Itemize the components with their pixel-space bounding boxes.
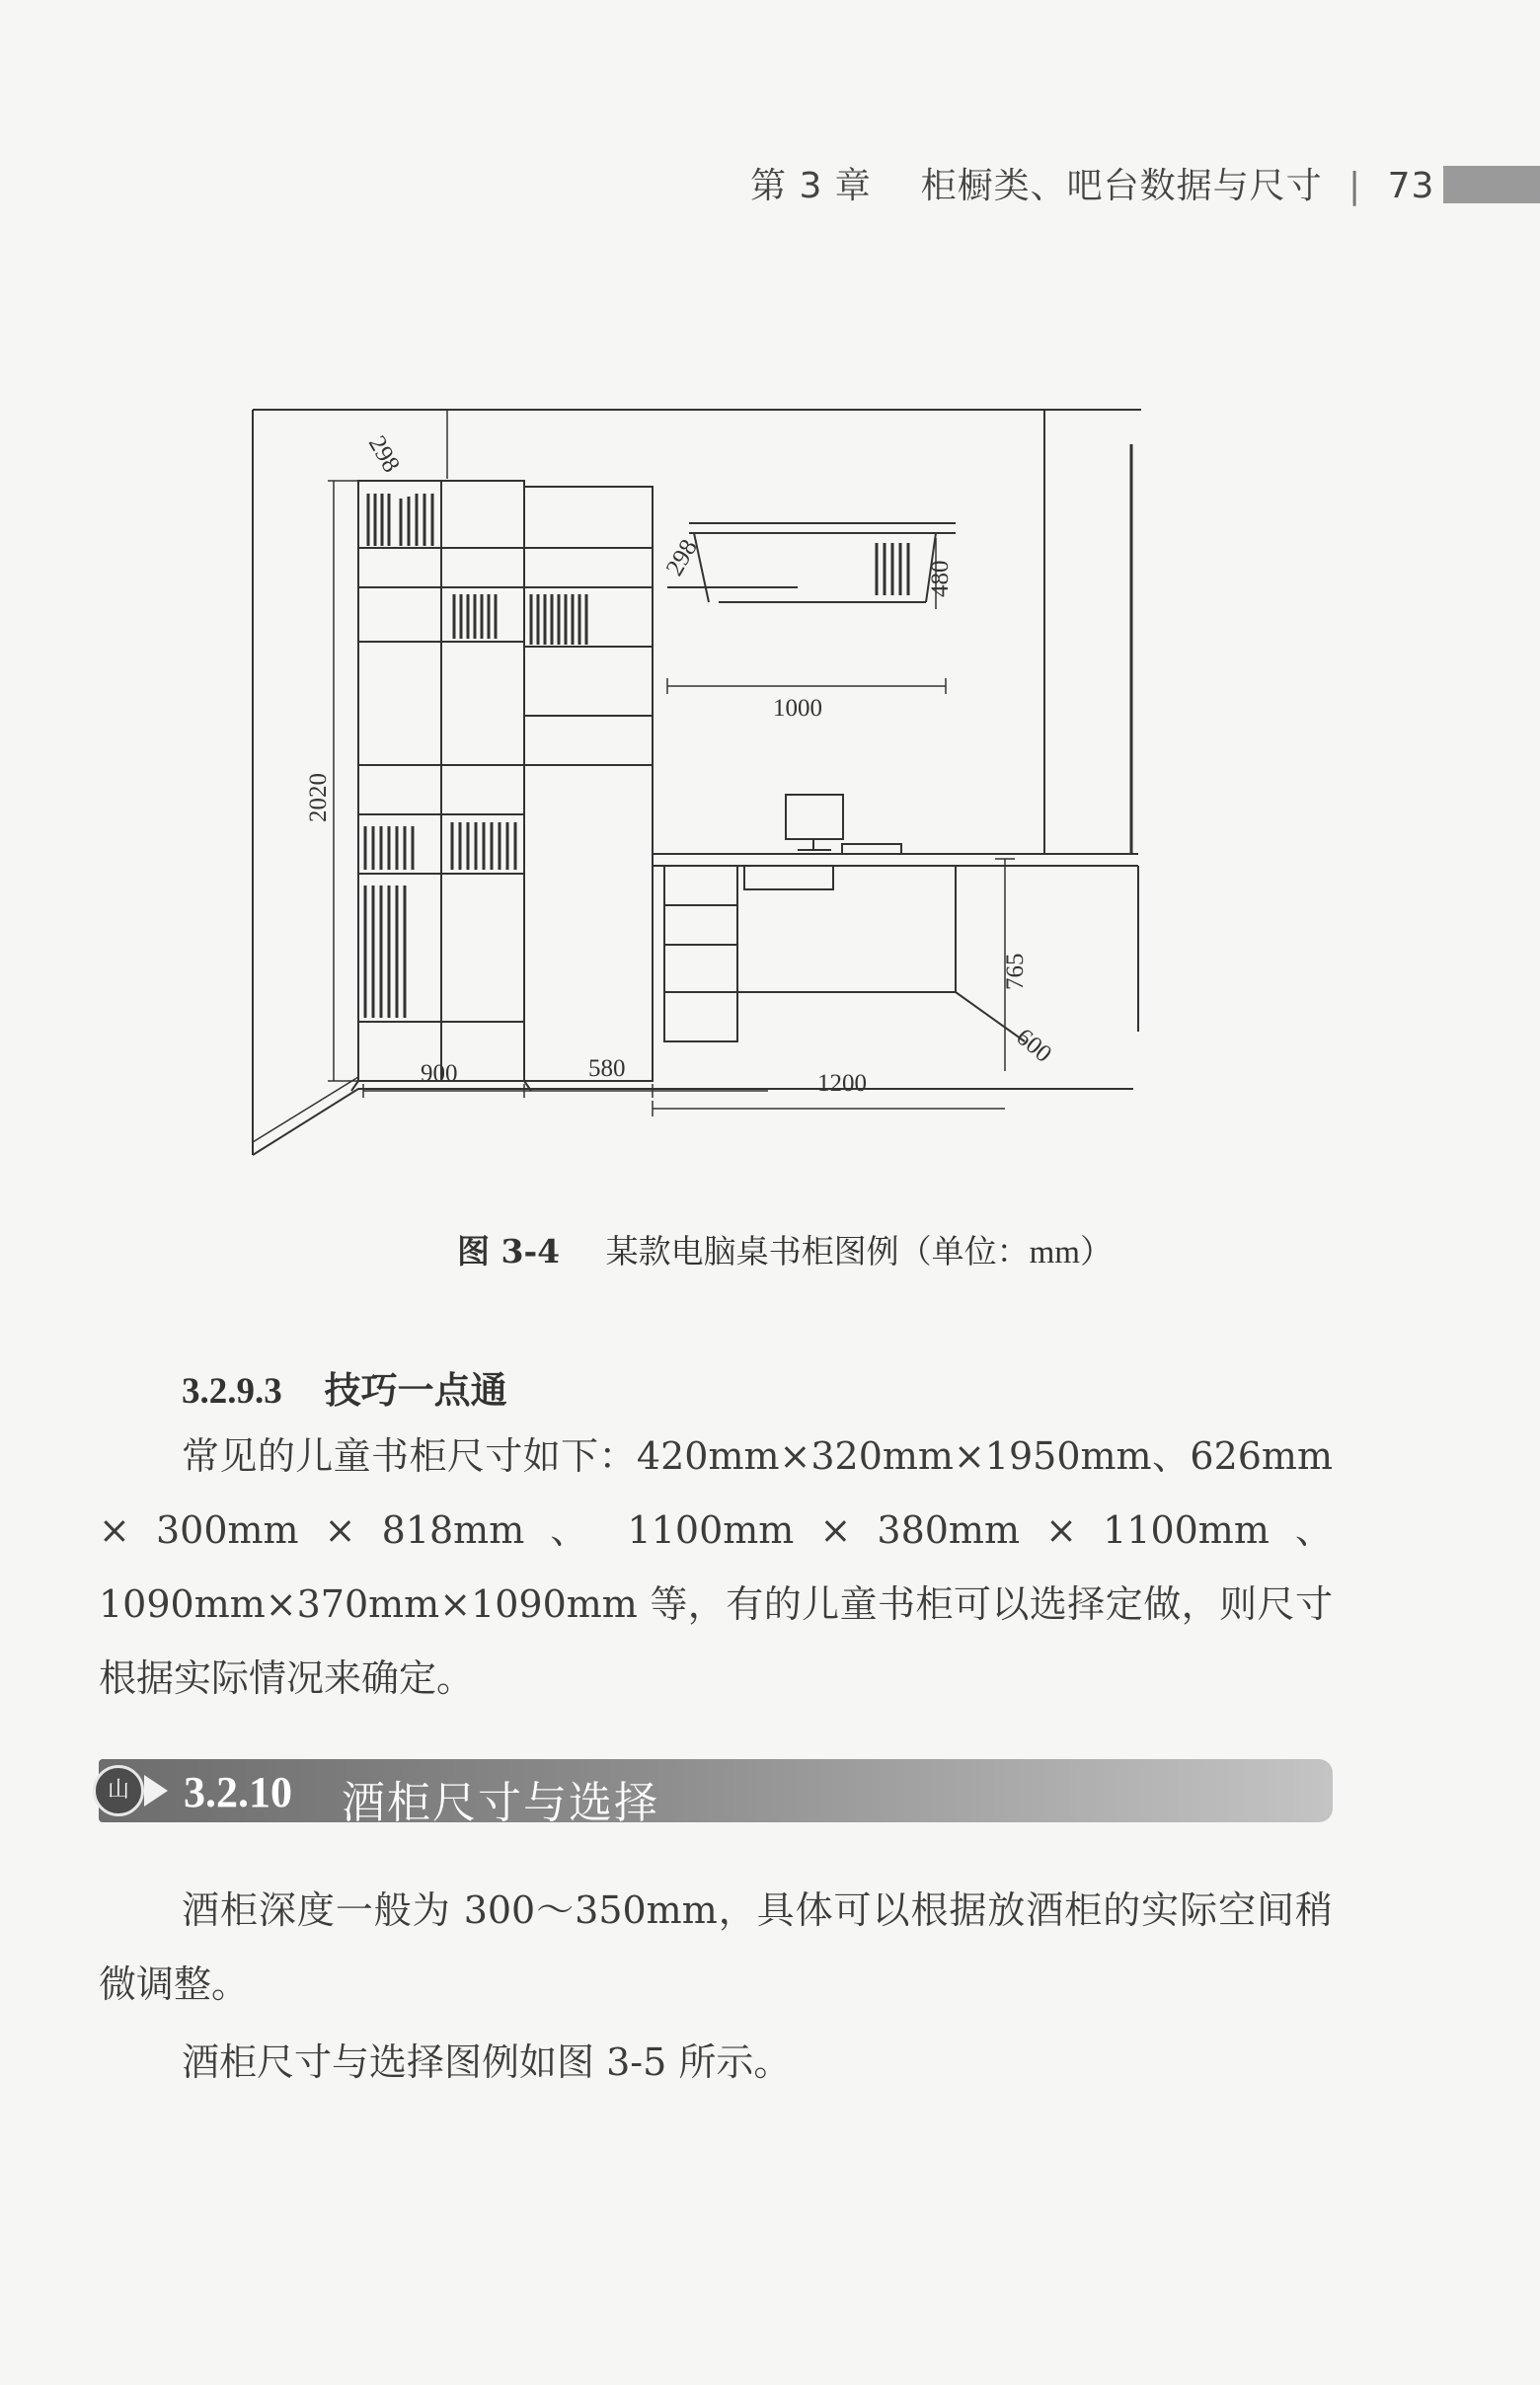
subsection-heading-3293 bbox=[182, 1360, 507, 1414]
chapter-label: 第 3 章 bbox=[750, 166, 872, 206]
dim-480: 480 bbox=[927, 560, 954, 597]
page-number: 73 bbox=[1387, 166, 1435, 206]
running-head bbox=[750, 158, 1434, 208]
dim-298-shelf: 298 bbox=[660, 535, 703, 580]
caption-title: 某款电脑桌书柜图例 bbox=[605, 1232, 899, 1270]
paragraph-children-bookcase-sizes: 常见的儿童书柜尺寸如下：420mm×320mm×1950mm、626mm × 300mm × 818mm 、 1100mm × 380mm × 1100mm 、1090mm×370mm×1090mm 等，有的儿童书柜可以选择定做，则尺寸根据实际情况来确定。 bbox=[99, 1434, 1333, 1700]
section-heading-bar-3210 bbox=[99, 1759, 1333, 1828]
dim-580: 580 bbox=[588, 1055, 626, 1082]
section-number: 3.2.10 bbox=[184, 1768, 292, 1816]
caption-unit: （单位：mm） bbox=[898, 1235, 1113, 1270]
dim-1000: 1000 bbox=[773, 695, 822, 722]
subsection-title: 技巧一点通 bbox=[324, 1369, 507, 1412]
dim-298-top: 298 bbox=[362, 431, 405, 478]
dim-900: 900 bbox=[421, 1060, 458, 1087]
cabinet-line-drawing bbox=[245, 400, 1173, 1160]
dim-600: 600 bbox=[1011, 1023, 1057, 1068]
dim-2020: 2020 bbox=[305, 773, 332, 822]
dim-1200: 1200 bbox=[817, 1070, 867, 1097]
paragraph-wine-cabinet-depth: 酒柜深度一般为 300～350mm，具体可以根据放酒柜的实际空间稍微调整。 bbox=[99, 1888, 1333, 2006]
section-title: 酒柜尺寸与选择 bbox=[342, 1778, 659, 1828]
header-separator: | bbox=[1348, 166, 1362, 206]
dim-765: 765 bbox=[1002, 953, 1029, 990]
figure-caption bbox=[0, 1226, 1540, 1272]
paragraph-figure-reference: 酒柜尺寸与选择图例如图 3-5 所示。 bbox=[182, 2040, 792, 2084]
subsection-number: 3.2.9.3 bbox=[182, 1371, 282, 1412]
figure-3-4-drawing bbox=[245, 400, 1173, 1160]
header-tab-marker bbox=[1443, 166, 1540, 203]
section-badge-icon: 山 bbox=[93, 1765, 144, 1816]
chapter-title: 柜橱类、吧台数据与尺寸 bbox=[920, 166, 1323, 206]
caption-number: 图 3-4 bbox=[457, 1232, 561, 1270]
section-arrow-icon bbox=[144, 1775, 168, 1807]
